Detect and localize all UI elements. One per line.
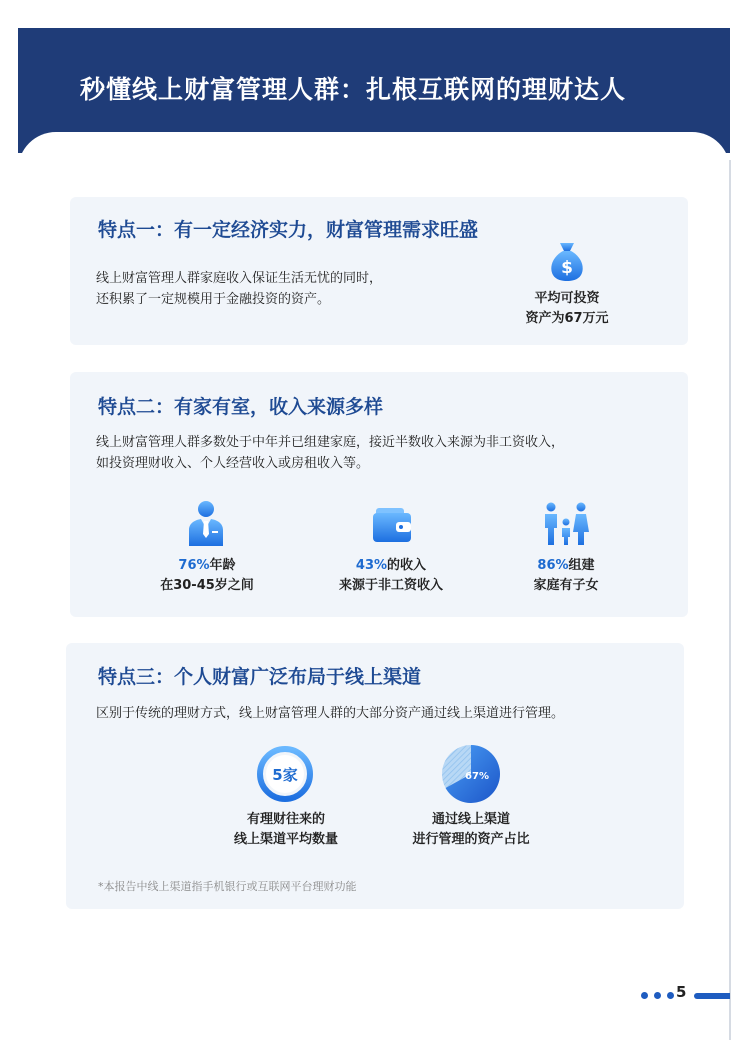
feature-2-line-2: 如投资理财收入、个人经营收入或房租收入等。: [96, 456, 370, 471]
feature-3-stat-share: [412, 810, 529, 850]
channels-line-1: 有理财往来的: [246, 812, 326, 827]
channels-line-2: 线上渠道平均数量: [233, 832, 339, 847]
feature-2-stat-income: [339, 556, 443, 596]
page-dot-1: [641, 992, 648, 999]
feature-3-title: 特点三：个人财富广泛布局于线上渠道: [98, 666, 422, 688]
page-edge-divider: [729, 160, 731, 1040]
age-label: 年龄: [209, 558, 236, 573]
share-line-1: 通过线上渠道: [431, 812, 511, 827]
svg-text:$: $: [561, 258, 573, 278]
family-percent: 86%: [537, 558, 569, 573]
feature-3-stat-channels: [234, 810, 338, 850]
page-bar: [694, 993, 730, 999]
page-number: 5: [676, 983, 687, 1001]
feature-1-stat-line-2: 资产为67万元: [525, 311, 609, 326]
feature-3-line: 区别于传统的理财方式，线上财富管理人群的大部分资产通过线上渠道进行管理。: [96, 706, 565, 721]
feature-1-title: 特点一：有一定经济实力，财富管理需求旺盛: [98, 219, 479, 241]
age-percent: 76%: [178, 558, 210, 573]
online-share-pie: [440, 743, 502, 805]
feature-2-title: 特点二：有家有室，收入来源多样: [98, 396, 384, 418]
feature-2-stat-family: [533, 556, 598, 596]
header-curve: [18, 132, 730, 192]
page-dot-3: [667, 992, 674, 999]
money-bag-icon: [548, 240, 586, 282]
channel-count-value: 5家: [272, 766, 298, 784]
income-label: 的收入: [387, 558, 427, 573]
family-icon: [542, 502, 590, 546]
income-source: 来源于非工资收入: [338, 578, 444, 593]
feature-1-stat-line-1: 平均可投资: [534, 291, 600, 306]
family-label: 组建: [568, 558, 595, 573]
feature-1-stat: [525, 289, 608, 329]
income-percent: 43%: [355, 558, 388, 573]
businessman-icon: [187, 500, 225, 548]
feature-1-line-1: 线上财富管理人群家庭收入保证生活无忧的同时，: [96, 271, 383, 286]
page-dot-2: [654, 992, 661, 999]
family-detail: 家庭有子女: [533, 578, 599, 593]
wallet-icon: [372, 507, 412, 543]
feature-2-line-1: 线上财富管理人群多数处于中年并已组建家庭，接近半数收入来源为非工资收入，: [96, 435, 565, 450]
feature-2-stat-age: [160, 556, 254, 596]
feature-1-line-2: 还积累了一定规模用于金融投资的资产。: [96, 292, 331, 307]
footnote: *本报告中线上渠道指手机银行或互联网平台理财功能: [98, 880, 357, 893]
page-title: 秒懂线上财富管理人群：扎根互联网的理财达人: [80, 75, 627, 104]
age-range: 在30-45岁之间: [160, 578, 254, 593]
share-line-2: 进行管理的资产占比: [412, 832, 530, 847]
pie-percent-label: 67%: [465, 771, 489, 782]
channel-count-badge: [257, 746, 313, 802]
